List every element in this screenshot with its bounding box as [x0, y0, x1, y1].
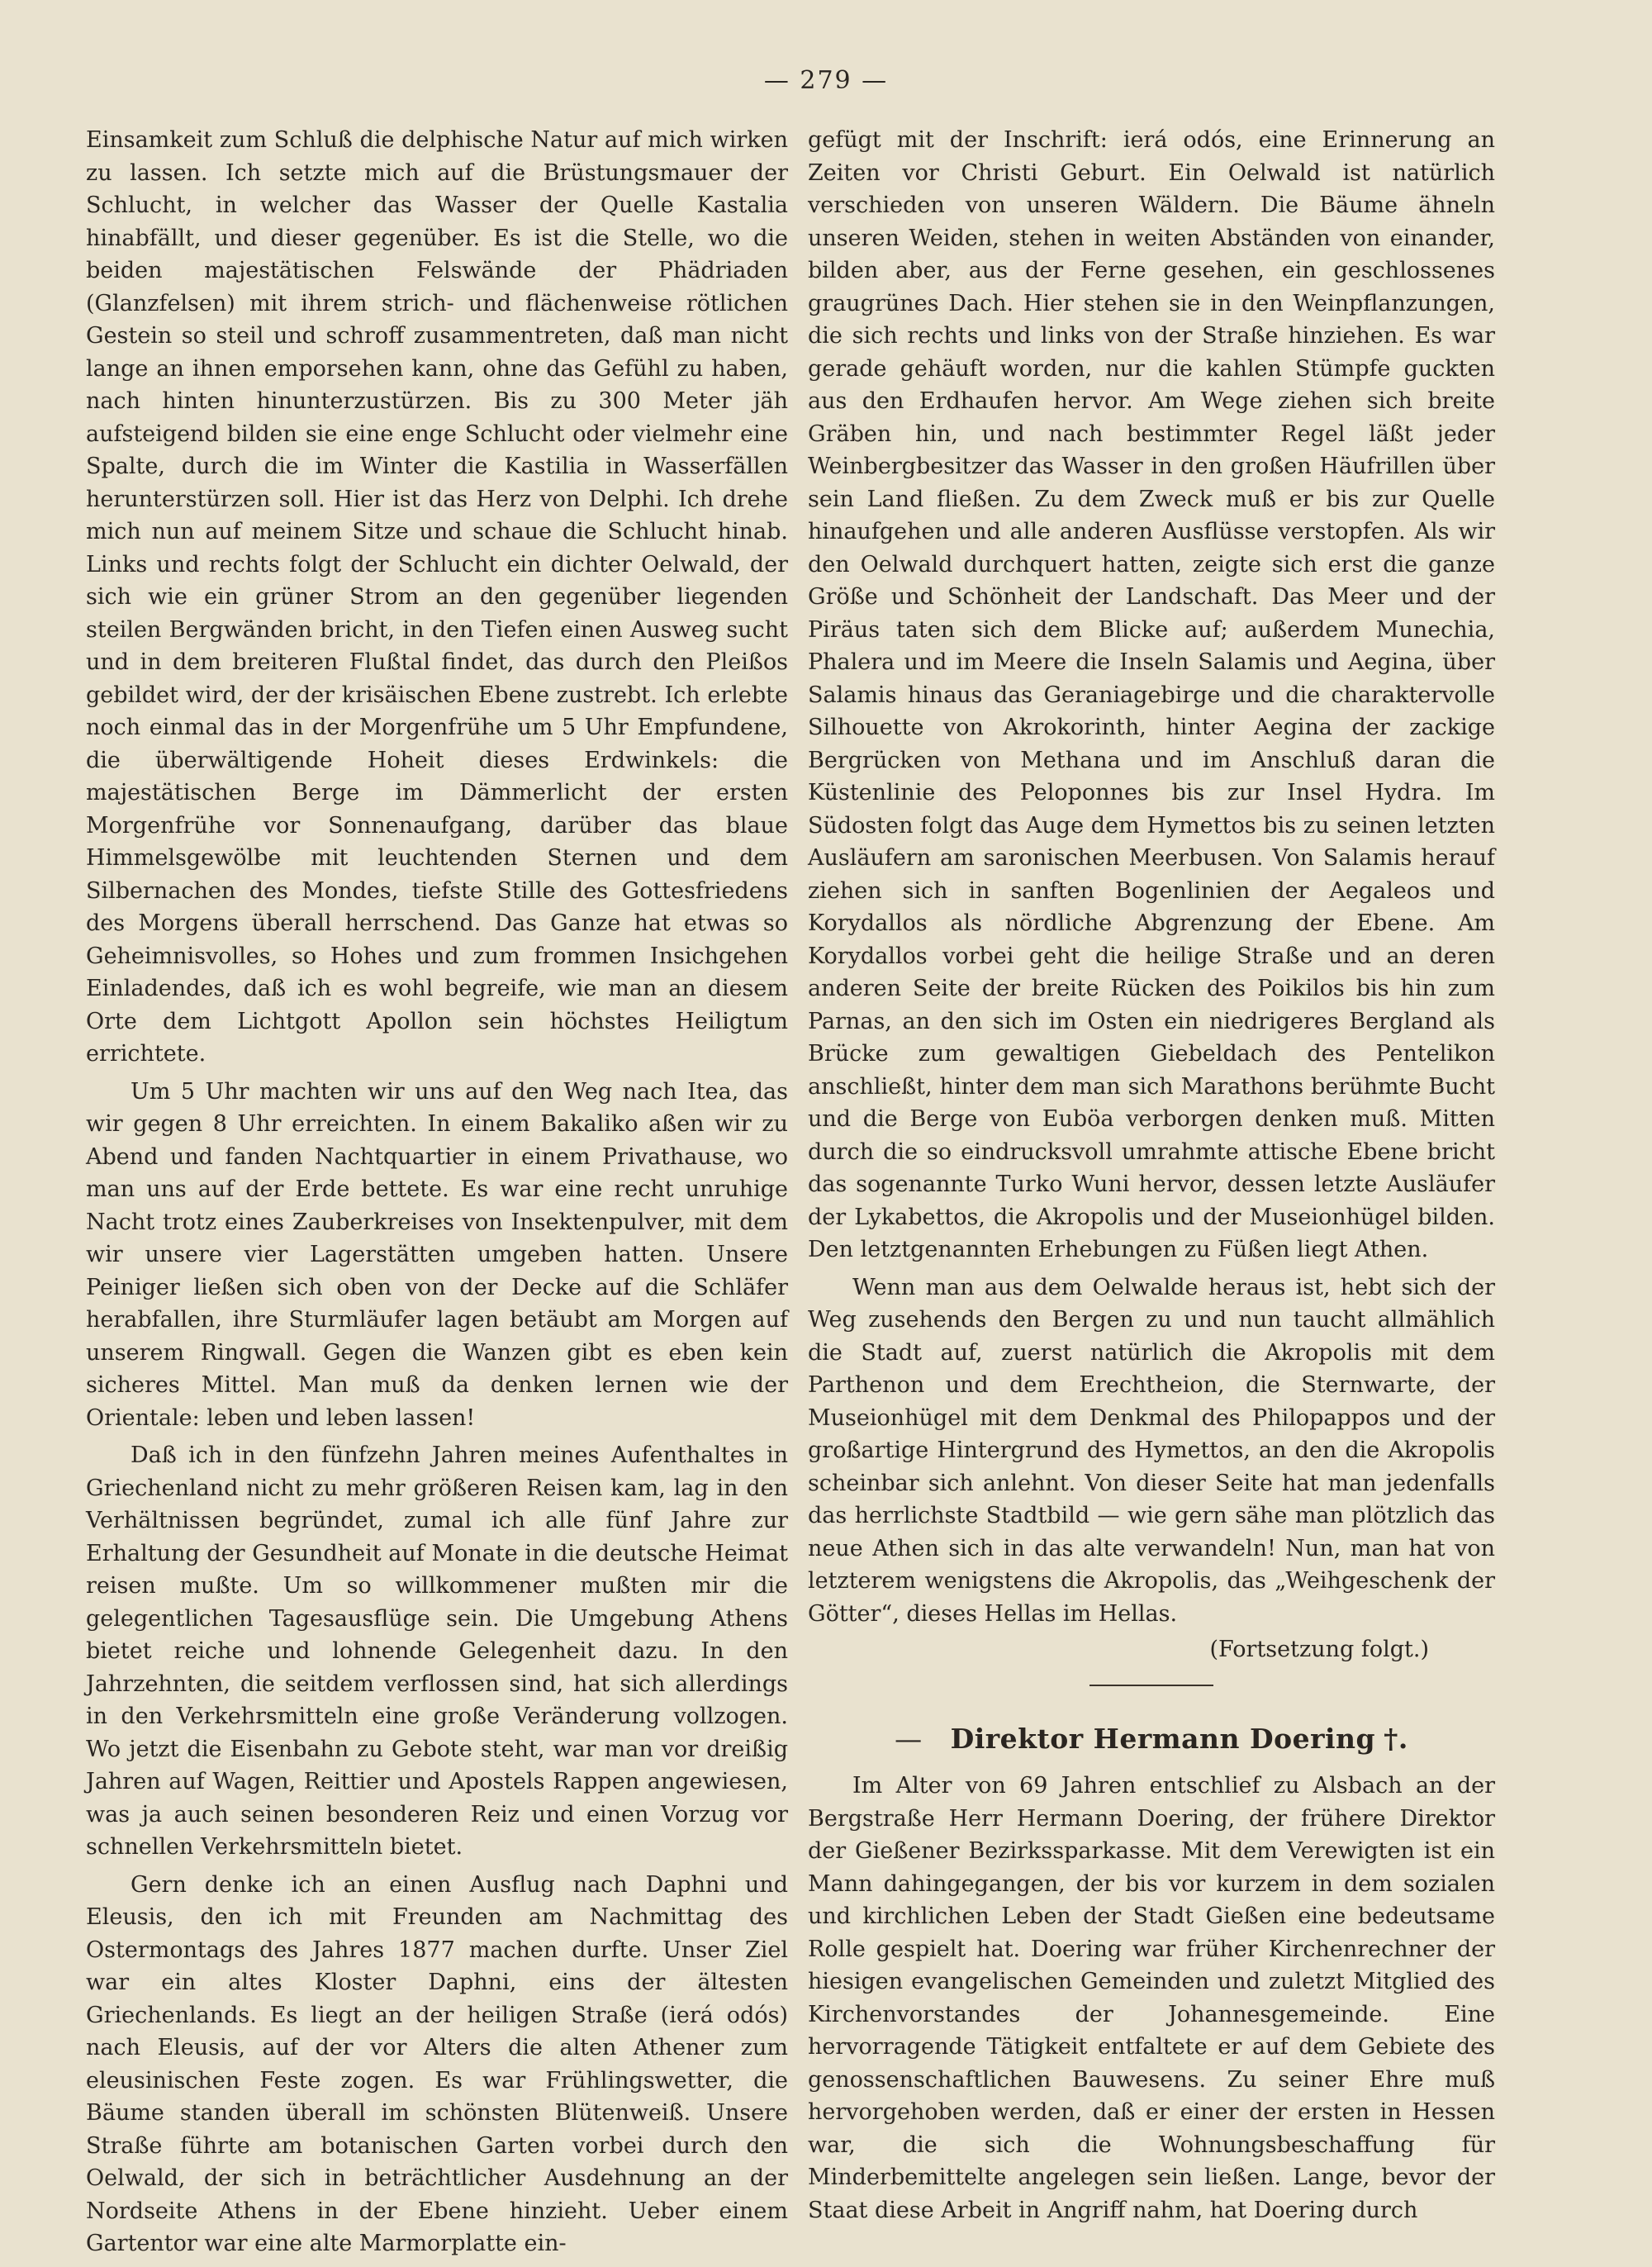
article-separator	[1089, 1685, 1213, 1686]
obituary-heading	[808, 1723, 1495, 1756]
continued-note: (Fortsetzung folgt.)	[1209, 1637, 1429, 1662]
paragraph: Daß ich in den fünfzehn Jahren meines Aufenthaltes in Griechenland nicht zu mehr größeren Reisen kam, lag in den Verhältnissen begründet, zumal ich alle fünf Jahre zur Erhaltung der Gesundheit auf Monate in die deutsche Heimat reisen mußte. Um so willkommener mußten mir die gelegentlichen Tagesausflüge sein. Die Umgebung Athens bietet reiche und lohnende Gelegenheit dazu. In den Jahrzehnten, die seitdem verflossen sind, hat sich allerdings in den Verkehrsmitteln eine große Veränderung vollzogen. Wo jetzt die Eisenbahn zu Gebote steht, war man vor dreißig Jahren auf Wagen, Reittier und Apostels Rappen angewiesen, was ja auch seinen besonderen Reiz und einen Vorzug vor schnellen Verkehrsmitteln bietet.	[86, 1442, 788, 1860]
left-column	[86, 124, 788, 2260]
paragraph: Wenn man aus dem Oelwalde heraus ist, hebt sich der Weg zusehends den Bergen zu und nun taucht allmählich die Stadt auf, zuerst natürlich die Akropolis mit dem Parthenon und dem Erechtheion, die Sternwarte, der Museionhügel mit dem Denkmal des Philopappos und der großartige Hintergrund des Hymettos, an den die Akropolis scheinbar sich anlehnt. Von dieser Seite hat man jedenfalls das herrlichste Stadtbild — wie gern sähe man plötzlich das neue Athen sich in das alte verwandeln! Nun, man hat von letzterem wenigstens die Akropolis, das „Weihgeschenk der Götter“, dieses Hellas im Hellas.	[808, 1274, 1495, 1627]
paragraph: Um 5 Uhr machten wir uns auf den Weg nach Itea, das wir gegen 8 Uhr erreichten. In einem Bakaliko aßen wir zu Abend und fanden Nachtquartier in einem Privathause, wo man uns auf der Erde bettete. Es war eine recht unruhige Nacht trotz eines Zauberkreises von Insektenpulver, mit dem wir unsere vier Lagerstätten umgeben hatten. Unsere Peiniger ließen sich oben von der Decke auf die Schläfer herabfallen, ihre Sturmläufer lagen betäubt am Morgen auf unserem Ringwall. Gegen die Wanzen gibt es eben kein sicheres Mittel. Man muß da denken lernen wie der Orientale: leben und leben lassen!	[86, 1078, 788, 1431]
page-number: — 279 —	[763, 66, 889, 95]
cross-symbol: †.	[1384, 1722, 1408, 1755]
paragraph: Gern denke ich an einen Ausflug nach Daphni und Eleusis, den ich mit Freunden am Nachmittag des Ostermontags des Jahres 1877 machen durfte. Unser Ziel war ein altes Kloster Daphni, eins der ältesten Griechenlands. Es liegt an der heiligen Straße (ierá odós) nach Eleusis, auf der vor Alters die alten Athener zum eleusinischen Feste zogen. Es war Frühlingswetter, die Bäume standen überall im schönsten Blütenweiß. Unsere Straße führte am botanischen Garten vorbei durch den Oelwald, der sich in beträchtlicher Ausdehnung an der Nordseite Athens in der Ebene hinzieht. Ueber einem Gartentor war eine alte Marmorplatte ein-	[86, 1871, 788, 2256]
obituary-text: Im Alter von 69 Jahren entschlief zu Alsbach an der Bergstraße Herr Hermann Doering, der frühere Direktor der Gießener Bezirkssparkasse. Mit dem Verewigten ist ein Mann dahingegangen, der bis vor kurzem in dem sozialen und kirchlichen Leben der Stadt Gießen eine bedeutsame Rolle gespielt hat. Doering war früher Kirchenrechner der hiesigen evangelischen Gemeinden und zuletzt Mitglied des Kirchenvorstandes der Johannesgemeinde. Eine hervorragende Tätigkeit entfaltete er auf dem Gebiete des genossenschaftlichen Bauwesens. Zu seiner Ehre muß hervorgehoben werden, daß er einer der ersten in Hessen war, die sich die Wohnungsbeschaffung für Minderbemittelte angelegen sein ließen. Lange, bevor der Staat diese Arbeit in Angriff nahm, hat Doering durch	[808, 1773, 1495, 2223]
heading-dash: —	[895, 1722, 923, 1755]
paragraph: Einsamkeit zum Schluß die delphische Natur auf mich wirken zu lassen. Ich setzte mich auf die Brüstungsmauer der Schlucht, in welcher das Wasser der Quelle Kastalia hinabfällt, und dieser gegenüber. Es ist die Stelle, wo die beiden majestätischen Felswände der Phädriaden (Glanzfelsen) mit ihrem strich- und flächenweise rötlichen Gestein so steil und schroff zusammentreten, daß man nicht lange an ihnen emporsehen kann, ohne das Gefühl zu haben, nach hinten hinunterzustürzen. Bis zu 300 Meter jäh aufsteigend bilden sie eine enge Schlucht oder vielmehr eine Spalte, durch die im Winter die Kastilia in Wasserfällen herunterstürzen soll. Hier ist das Herz von Delphi. Ich drehe mich nun auf meinem Sitze und schaue die Schlucht hinab. Links und rechts folgt der Schlucht ein dichter Oelwald, der sich wie ein grüner Strom an den gegenüber liegenden steilen Bergwänden bricht, in den Tiefen einen Ausweg sucht und in dem breiteren Flußtal findet, das durch den Pleißos gebildet wird, der der krisäischen Ebene zustrebt. Ich erlebte noch einmal das in der Morgenfrühe um 5 Uhr Empfundene, die überwältigende Hoheit dieses Erdwinkels: die majestätischen Berge im Dämmerlicht der ersten Morgenfrühe vor Sonnenaufgang, darüber das blaue Himmelsgewölbe mit leuchtenden Sternen und dem Silbernachen des Mondes, tiefste Stille des Gottesfriedens des Morgens überall herrschend. Das Ganze hat etwas so Geheimnisvolles, so Hohes und zum frommen Insichgehen Einladendes, daß ich es wohl begreife, wie man an diesem Orte dem Lichtgott Apollon sein höchstes Heiligtum errichtete.	[86, 127, 788, 1067]
obituary-title: Direktor Hermann Doering	[950, 1722, 1376, 1755]
right-column	[808, 124, 1495, 2227]
paragraph: gefügt mit der Inschrift: ierá odós, eine Erinnerung an Zeiten vor Christi Geburt. Ein Oelwald ist natürlich verschieden von unseren Wäldern. Die Bäume ähneln unseren Weiden, stehen in weiten Abständen von einander, bilden aber, aus der Ferne gesehen, ein geschlossenes graugrünes Dach. Hier stehen sie in den Weinpflanzungen, die sich rechts und links von der Straße hinziehen. Es war gerade gehäuft worden, nur die kahlen Stümpfe guckten aus den Erdhaufen hervor. Am Wege ziehen sich breite Gräben hin, und nach bestimmter Regel läßt jeder Weinbergbesitzer das Wasser in den großen Häufrillen über sein Land fließen. Zu dem Zweck muß er bis zur Quelle hinaufgehen und alle anderen Ausflüsse verstopfen. Als wir den Oelwald durchquert hatten, zeigte sich erst die ganze Größe und Schönheit der Landschaft. Das Meer und der Piräus taten sich dem Blicke auf; außerdem Munechia, Phalera und im Meere die Inseln Salamis und Aegina, über Salamis hinaus das Geraniagebirge und die charaktervolle Silhouette von Akrokorinth, hinter Aegina der zackige Bergrücken von Methana und im Anschluß daran die Küstenlinie des Peloponnes bis zur Insel Hydra. Im Südosten folgt das Auge dem Hymettos bis zu seinen letzten Ausläufern am saronischen Meerbusen. Von Salamis herauf ziehen sich in sanften Bogenlinien der Aegaleos und Korydallos als nördliche Abgrenzung der Ebene. Am Korydallos vorbei geht die heilige Straße und an deren anderen Seite der breite Rücken des Poikilos bis hin zum Parnas, an den sich im Osten ein niedrigeres Bergland als Brücke zum gewaltigen Giebeldach des Pentelikon anschließt, hinter dem man sich Marathons berühmte Bucht und die Berge von Euböa verborgen denken muß. Mitten durch die so eindrucksvoll umrahmte attische Ebene bricht das sogenannte Turko Wuni hervor, dessen letzte Ausläufer der Lykabettos, die Akropolis und der Museionhügel bilden. Den letztgenannten Erhebungen zu Füßen liegt Athen.	[808, 127, 1495, 1262]
